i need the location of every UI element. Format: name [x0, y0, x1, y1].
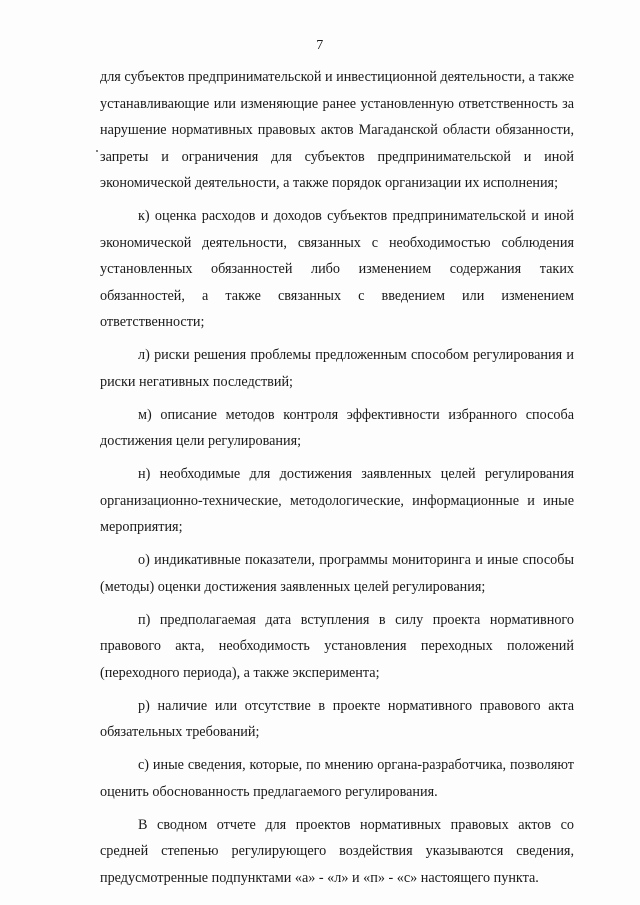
paragraph-item-o: о) индикативные показатели, программы мониторинга и иные способы (методы) оценки достижения заявленных целей регулирования;: [100, 552, 574, 595]
paragraph-item-k: к) оценка расходов и доходов субъектов предпринимательской и иной экономической деятельности, связанных с необходимостью соблюдения установленных обязанностей либо изменением содержания таких обязанностей, а также связанных с введением или изменением ответственности;: [100, 208, 574, 330]
paragraph-item-p: п) предполагаемая дата вступления в силу проекта нормативного правового акта, необходимость установления переходных положений (переходного периода), а также эксперимента;: [100, 611, 574, 681]
paragraph-summary: В сводном отчете для проектов нормативных правовых актов со средней степенью регулирующего воздействия указываются сведения, предусмотренные подпунктами «а» - «л» и «п» - «с» настоящего пункта.: [100, 816, 574, 886]
scan-speck: [96, 150, 98, 152]
paragraph-item-m: м) описание методов контроля эффективности избранного способа достижения цели регулирования;: [100, 406, 574, 449]
document-body: [100, 64, 574, 898]
paragraph-continuation: для субъектов предпринимательской и инвестиционной деятельности, а также устанавливающие или изменяющие ранее установленную ответственность за нарушение нормативных правовых актов Магаданской области обязанности, запреты и ограничения для субъектов предпринимательской и иной экономической деятельности, а также порядок организации их исполнения;: [100, 69, 574, 191]
page-number: 7: [316, 38, 324, 53]
paragraph-item-s: с) иные сведения, которые, по мнению органа-разработчика, позволяют оценить обоснованность предлагаемого регулирования.: [100, 757, 574, 800]
paragraph-item-r: р) наличие или отсутствие в проекте нормативного правового акта обязательных требований;: [100, 697, 574, 740]
paragraph-item-l: л) риски решения проблемы предложенным способом регулирования и риски негативных последствий;: [100, 347, 574, 390]
paragraph-item-n: н) необходимые для достижения заявленных целей регулирования организационно-технические, методологические, информационные и иные мероприятия;: [100, 466, 574, 535]
